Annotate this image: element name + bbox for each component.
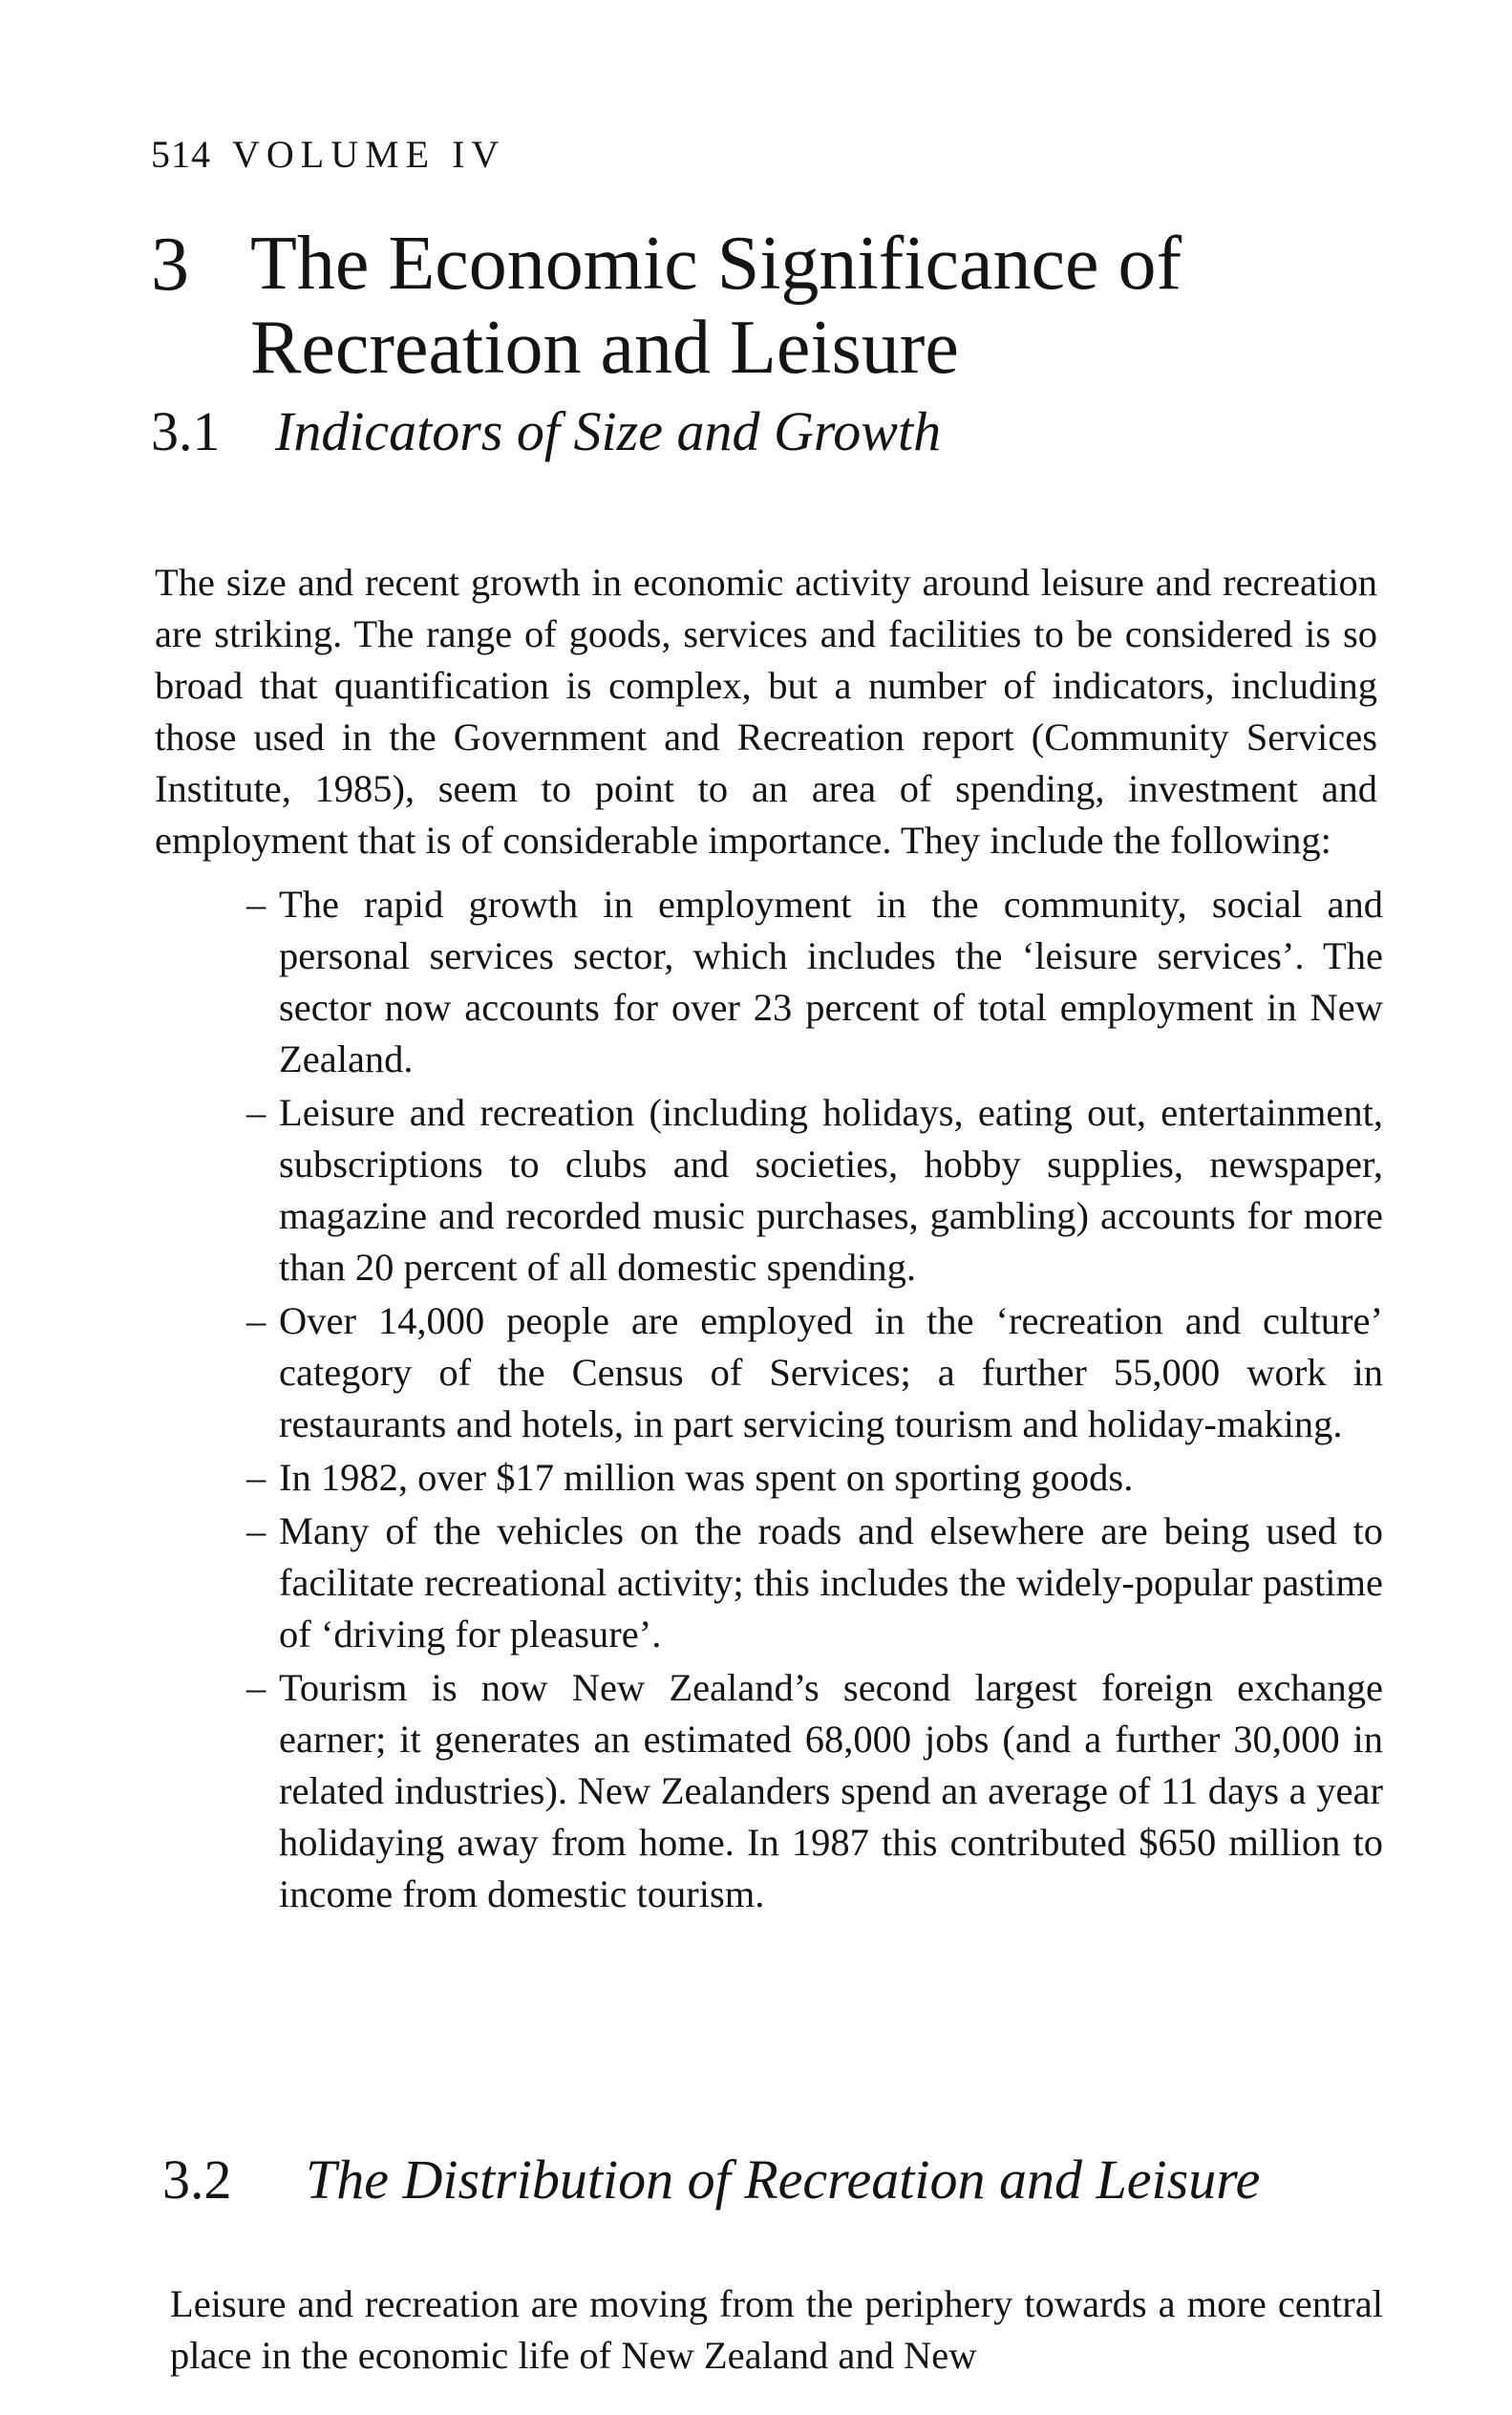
list-item (246, 1452, 1383, 1504)
list-item (246, 1662, 1383, 1920)
section-title: Indicators of Size and Growth (275, 400, 942, 462)
list-item-text: Leisure and recreation (including holidays, eating out, entertainment, subscriptions to clubs and societies, hobby supplies, newspaper, magazine and recorded music purchases, gambling) accounts for more than 20 percent of all domestic spending. (279, 1091, 1383, 1289)
bullet-dash: – (246, 1456, 266, 1499)
closing-paragraph: Leisure and recreation are moving from the periphery towards a more central place in the economic life of New Zealand and New (170, 2281, 1383, 2377)
page-number: 514 (151, 133, 211, 176)
intro-paragraph: The size and recent growth in economic activity around leisure and recreation are striking. The range of goods, services and facilities to be considered is so broad that quantification is complex, but a number of indicators, including those used in the Government and Recreation report (Community Services Institute, 1985), seem to point to an area of spending, investment and employment that is of considerable importance. They include the following: (155, 560, 1377, 862)
list-item (246, 1087, 1383, 1293)
list-item-text: In 1982, over $17 million was spent on sporting goods. (279, 1456, 1134, 1499)
bullet-dash: – (246, 1091, 266, 1134)
list-item (246, 1506, 1383, 1660)
section-heading-3-1 (151, 399, 941, 463)
list-item-text: The rapid growth in employment in the community, social and personal services sector, which includes the ‘leisure services’. The sector now accounts for over 23 percent of total employment in New Zealand. (279, 883, 1383, 1080)
running-head (151, 132, 505, 177)
list-item-text: Tourism is now New Zealand’s second largest foreign exchange earner; it generates an estimated 68,000 jobs (and a further 30,000 in related industries). New Zealanders spend an average of 11 days a year holidaying away from home. In 1987 this contributed $650 million to income from domestic tourism. (279, 1666, 1383, 1915)
indicator-list (246, 879, 1383, 1922)
chapter-title: The Economic Significance of Recreation and Leisure (250, 222, 1182, 390)
chapter-number: 3 (151, 223, 189, 307)
bullet-dash: – (246, 1299, 266, 1342)
list-item (246, 879, 1383, 1085)
section-title: The Distribution of Recreation and Leisure (306, 2148, 1261, 2211)
bullet-dash: – (246, 883, 266, 926)
list-item-text: Many of the vehicles on the roads and elsewhere are being used to facilitate recreational activity; this includes the widely-popular pastime of ‘driving for pleasure’. (279, 1509, 1383, 1656)
section-heading-3-2 (162, 2148, 1260, 2212)
list-item (246, 1295, 1383, 1450)
list-item-text: Over 14,000 people are employed in the ‘recreation and culture’ category of the Census of Services; a further 55,000 work in restaurants and hotels, in part servicing tourism and holiday-making. (279, 1299, 1383, 1445)
bullet-dash: – (246, 1666, 266, 1709)
section-number: 3.2 (162, 2148, 232, 2211)
bullet-dash: – (246, 1509, 266, 1552)
volume-label: VOLUME IV (232, 133, 506, 176)
section-number: 3.1 (151, 400, 221, 462)
